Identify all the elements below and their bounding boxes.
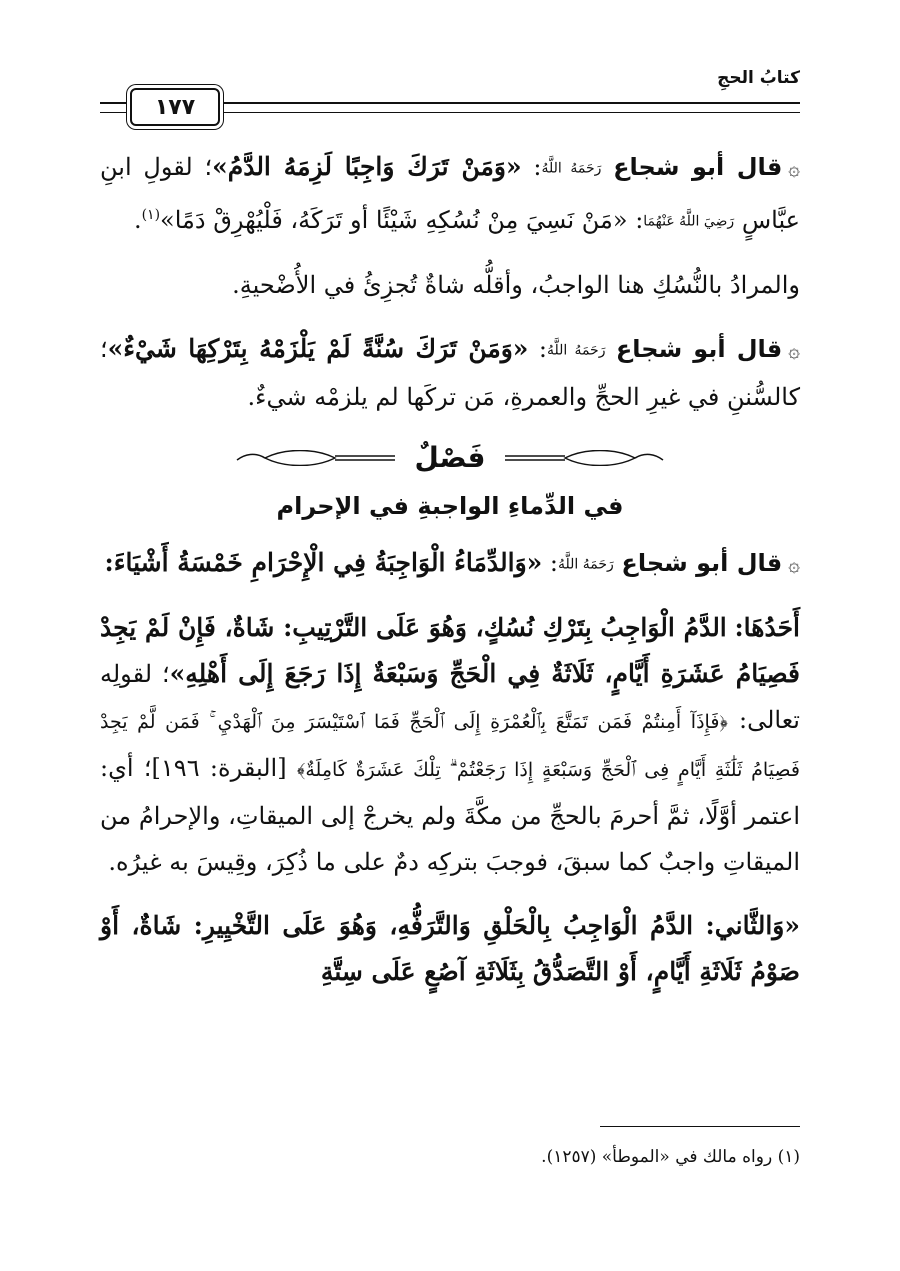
footnote-text: رواه مالك في «الموطأ» (١٢٥٧). <box>541 1147 773 1167</box>
book-title: كتابُ الحجِ <box>717 68 800 88</box>
hadith-quote: : «مَنْ نَسِيَ مِنْ نُسُكِهِ شَيْئًا أو تَرَكَهُ، فَلْيُهْرِقْ دَمًا» <box>160 205 644 234</box>
section-title: في الدِّماءِ الواجبةِ في الإحرام <box>276 491 624 520</box>
honorific-companions: رَضِيَ اللَّهُ عَنْهُمَا <box>643 213 735 229</box>
footnote-rule <box>600 1126 800 1127</box>
matn-text: «وَمَنْ تَرَكَ وَاجِبًا لَزِمَهُ الدَّمُ» <box>212 152 522 181</box>
ornament-left-icon <box>235 450 395 466</box>
flower-icon: ۞ <box>788 338 800 362</box>
flower-icon: ۞ <box>788 551 800 576</box>
explanation-text: ؛ أي: اعتمر أوَّلًا، ثمَّ أحرمَ بالحجِّ من مكَّةَ ولم يخرجْ إلى الميقاتِ، والإحرامُ من الميقاتِ واجبٌ كما سبقَ، فوجبَ بتركِه دمٌ على ما ذُكِرَ، وقِيسَ به غيرُه. <box>100 754 800 876</box>
matn-text: الدَّمُ الْوَاجِبُ بِتَرْكِ نُسُكٍ، وَهُوَ عَلَى التَّرْتِيبِ: شَاةٌ، فَإِنْ لَمْ يَجِدْ فَصِيَامُ عَشَرَةِ أَيَّامٍ، ثَلَاثَةٌ فِي الْحَجِّ وَسَبْعَةٌ إِذَا رَجَعَ إِلَى أَهْلِهِ» <box>100 613 800 688</box>
commentary-text: ؛ لقولِ ابنِ عبَّاسٍ <box>100 153 800 234</box>
paragraph-1: ۞قال أبو شجاع رَحَمَهُ اللَّهُ: «وَمَنْ تَرَكَ وَاجِبًا لَزِمَهُ الدَّمُ»؛ لقولِ ابنِ عبَّاسٍ رَضِيَ اللَّهُ عَنْهُمَا: «مَنْ نَسِيَ مِنْ نُسُكِهِ شَيْئًا أو تَرَكَهُ، فَلْيُهْرِقْ دَمًا»$^{(١)}$. <box>100 152 800 234</box>
honorific: رَحَمَهُ اللَّهُ <box>546 342 606 359</box>
item-lead: أَحَدُهَا: <box>734 613 800 642</box>
commentary-text: ؛ لقولِه تعالى: <box>100 660 800 734</box>
page-header <box>100 60 800 124</box>
verse-reference: [البقرة: ١٩٦] <box>151 754 287 782</box>
paragraph-6 <box>100 903 800 995</box>
speaker-label: قال أبو شجاع <box>621 548 783 577</box>
flower-icon: ۞ <box>788 156 800 180</box>
matn-text: «وَالثَّاني: الدَّمُ الْوَاجِبُ بِالْحَلْقِ وَالتَّرَفُّهِ، وَهُوَ عَلَى التَّخْيِيرِ: شَاةٌ، أَوْ صَوْمُ ثَلَاثَةِ أَيَّامٍ، أَوْ التَّصَدُّقُ بِثَلَاثَةِ آصُعٍ عَلَى سِتَّةِ <box>100 911 800 986</box>
page-content <box>100 144 800 1013</box>
sentence-end: . <box>133 205 142 234</box>
footnote-number: (١) <box>777 1147 800 1167</box>
speaker-label: قال أبو شجاع <box>613 153 783 181</box>
paragraph-4: ۞قال أبو شجاع رَحَمَهُ اللَّهُ: «وَالدِّمَاءُ الْوَاجِبَةُ فِي الْإِحْرَامِ خَمْسَةُ أَشْيَاءَ: <box>104 547 800 577</box>
page-number: ١٧٧ <box>130 88 220 126</box>
paragraph-5 <box>100 605 800 885</box>
book-page <box>100 60 800 1220</box>
matn-text: «وَمَنْ تَرَكَ سُنَّةً لَمْ يَلْزَمْهُ بِتَرْكِهَا شَيْءٌ» <box>107 334 529 363</box>
speaker-label: قال أبو شجاع <box>615 335 783 363</box>
quran-verse: ﴿فَإِذَآ أَمِنتُمْ فَمَن تَمَتَّعَ بِٱلْعُمْرَةِ إِلَى ٱلْحَجِّ فَمَا ٱسْتَيْسَرَ مِنَ ٱلْهَدْيِ ۚ فَمَن لَّمْ يَجِدْ فَصِيَامُ ثَلَٰثَةِ أَيَّامٍ فِى ٱلْحَجِّ وَسَبْعَةٍ إِذَا رَجَعْتُمْ ۗ تِلْكَ عَشَرَةٌ كَامِلَةٌ﴾ <box>100 711 800 781</box>
ornament-right-icon <box>505 450 665 466</box>
honorific: رَحَمَهُ اللَّهُ <box>558 556 614 572</box>
commentary-text: ؛ كالسُّننِ في غيرِ الحجِّ والعمرةِ، مَن تركَها لم يلزمْه شيءٌ. <box>100 335 800 411</box>
footnote <box>100 1142 800 1172</box>
fasl-heading <box>100 438 800 478</box>
matn-text: «وَالدِّمَاءُ الْوَاجِبَةُ فِي الْإِحْرَامِ خَمْسَةُ أَشْيَاءَ: <box>104 547 543 577</box>
honorific: رَحَمَهُ اللَّهُ <box>541 160 602 177</box>
fasl-word: فَصْلٌ <box>414 441 486 474</box>
paragraph-2: والمرادُ بالنُّسُكِ هنا الواجبُ، وأقلُّه شاةٌ تُجزِئُ في الأُضْحيةِ. <box>232 271 800 299</box>
footnote-ref: (١) <box>141 206 161 223</box>
paragraph-3: ۞قال أبو شجاع رَحَمَهُ اللَّهُ: «وَمَنْ تَرَكَ سُنَّةً لَمْ يَلْزَمْهُ بِتَرْكِهَا شَيْءٌ»؛ كالسُّننِ في غيرِ الحجِّ والعمرةِ، مَن تركَها لم يلزمْه شيءٌ. <box>100 334 800 411</box>
